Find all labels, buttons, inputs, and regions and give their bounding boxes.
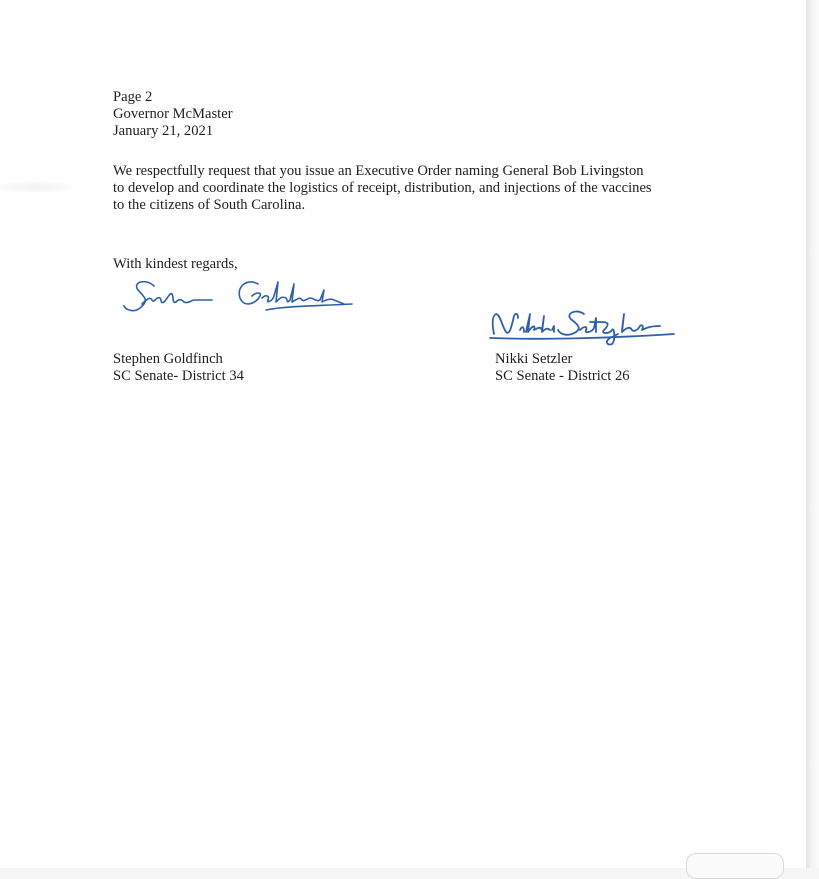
signatory-block-setzler [495, 351, 630, 385]
letter-date: January 21, 2021 [113, 123, 214, 139]
signature-setzler [484, 300, 694, 348]
body-line: to develop and coordinate the logistics of receipt, distribution, and injections of the vaccines [113, 180, 652, 196]
signatory-title: SC Senate- District 34 [113, 368, 244, 384]
signatory-title: SC Senate - District 26 [495, 368, 630, 384]
letter-body-paragraph [113, 163, 713, 214]
signatory-block-goldfinch [113, 351, 244, 385]
recipient-name: Governor McMaster [113, 106, 233, 122]
signatory-name: Nikki Setzler [495, 351, 573, 367]
body-line: to the citizens of South Carolina. [113, 197, 306, 213]
page-number: Page 2 [113, 89, 153, 105]
closing-salutation: With kindest regards, [113, 256, 238, 272]
signature-goldfinch [116, 270, 366, 320]
signatory-name: Stephen Goldfinch [113, 351, 223, 367]
scan-smudge [0, 182, 70, 192]
letter-header [113, 89, 233, 140]
viewer-corner-tab[interactable] [686, 853, 784, 879]
page-edge-shadow [806, 0, 819, 868]
body-line: We respectfully request that you issue an Executive Order naming General Bob Livingston [113, 163, 644, 179]
